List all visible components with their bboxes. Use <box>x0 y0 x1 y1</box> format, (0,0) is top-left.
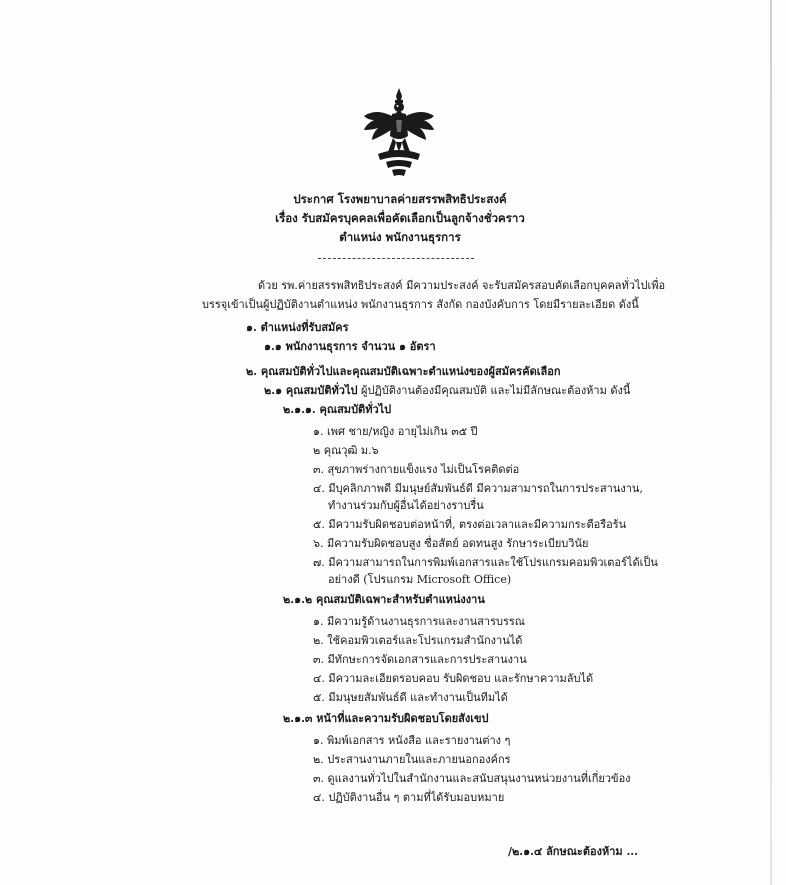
specific-item: ๑. มีความรู้ด้านงานธุรการและงานสารบรรณ <box>313 615 525 628</box>
duties-item: ๓. ดูแลงานทั่วไปในสำนักงานและสนับสนุนงานหน่วยงานที่เกี่ยวข้อง <box>313 772 631 785</box>
duties-item: ๔. ปฏิบัติงานอื่น ๆ ตามที่ได้รับมอบหมาย <box>313 791 505 804</box>
general-item: ๑. เพศ ชาย/หญิง อายุไม่เกิน ๓๕ ปี <box>313 425 478 438</box>
duties-item: ๑. พิมพ์เอกสาร หนังสือ และรายงานต่าง ๆ <box>313 734 511 747</box>
general-item: ๓. สุขภาพร่างกายแข็งแรง ไม่เป็นโรคติดต่อ <box>313 463 520 476</box>
page-edge <box>770 0 772 885</box>
announcement-subject: เรื่อง รับสมัครบุคคลเพื่อคัดเลือกเป็นลูกจ้างชั่วคราว <box>275 211 525 225</box>
general-item: ๕. มีความรับผิดชอบต่อหน้าที่, ตรงต่อเวลาและมีความกระตือรือร้น <box>313 518 627 531</box>
announcement-title: ประกาศ โรงพยาบาลค่ายสรรพสิทธิประสงค์ <box>293 192 507 206</box>
specific-item: ๒. ใช้คอมพิวเตอร์และโปรแกรมสำนักงานได้ <box>313 634 523 647</box>
intro-line-1: ด้วย รพ.ค่ายสรรพสิทธิประสงค์ มีความประสงค์ จะรับสมัครสอบคัดเลือกบุคคลทั่วไปเพื่อ <box>258 279 666 292</box>
section2-1-label: ๒.๑ คุณสมบัติทั่วไป <box>264 384 358 397</box>
intro-line-2: บรรจุเข้าเป็นผู้ปฏิบัติงานตำแหน่ง พนักงานธุรการ สังกัด กองบังคับการ โดยมีรายละเอียด ดังนี้ <box>202 298 639 311</box>
specific-item: ๕. มีมนุษยสัมพันธ์ดี และทำงานเป็นทีมได้ <box>313 691 508 704</box>
general-item: ๔. มีบุคลิกภาพดี มีมนุษย์สัมพันธ์ดี มีความสามารถในการประสานงาน, <box>313 482 643 495</box>
general-item-continuation: อย่างดี (โปรแกรม Microsoft Office) <box>328 573 512 586</box>
general-item: ๗. มีความสามารถในการพิมพ์เอกสารและใช้โปรแกรมคอมพิวเตอร์ได้เป็น <box>313 556 658 569</box>
section1-heading: ๑. ตำแหน่งที่รับสมัคร <box>246 321 349 334</box>
section1-item: ๑.๑ พนักงานธุรการ จำนวน ๑ อัตรา <box>264 340 436 353</box>
garuda-emblem-icon <box>358 86 440 178</box>
general-item: ๒ คุณวุฒิ ม.๖ <box>313 444 379 457</box>
specific-qualifications-heading: ๒.๑.๒ คุณสมบัติเฉพาะสำหรับตำแหน่งงาน <box>283 593 485 606</box>
section2-1-text: ผู้ปฏิบัติงานต้องมีคุณสมบัติ และไม่มีลักษณะต้องห้าม ดังนี้ <box>357 384 631 397</box>
duties-item: ๒. ประสานงานภายในและภายนอกองค์กร <box>313 753 511 766</box>
specific-item: ๔. มีความละเอียดรอบคอบ รับผิดชอบ และรักษาความลับได้ <box>313 672 594 685</box>
heading-divider <box>318 258 474 259</box>
general-item-continuation: ทำงานร่วมกับผู้อื่นได้อย่างราบรื่น <box>328 499 484 512</box>
duties-heading: ๒.๑.๓ หน้าที่และความรับผิดชอบโดยสังเขป <box>283 712 489 725</box>
continuation-note: /๒.๑.๔ ลักษณะต้องห้าม ... <box>508 845 638 858</box>
specific-item: ๓. มีทักษะการจัดเอกสารและการประสานงาน <box>313 653 527 666</box>
section2-heading: ๒. คุณสมบัติทั่วไปและคุณสมบัติเฉพาะตำแหน่งของผู้สมัครคัดเลือก <box>246 365 561 378</box>
general-qualifications-heading: ๒.๑.๑. คุณสมบัติทั่วไป <box>283 403 392 416</box>
section2-1-line <box>264 381 630 399</box>
general-item: ๖. มีความรับผิดชอบสูง ซื่อสัตย์ อดทนสูง รักษาระเบียบวินัย <box>313 537 589 550</box>
announcement-position: ตำแหน่ง พนักงานธุรการ <box>339 230 461 244</box>
